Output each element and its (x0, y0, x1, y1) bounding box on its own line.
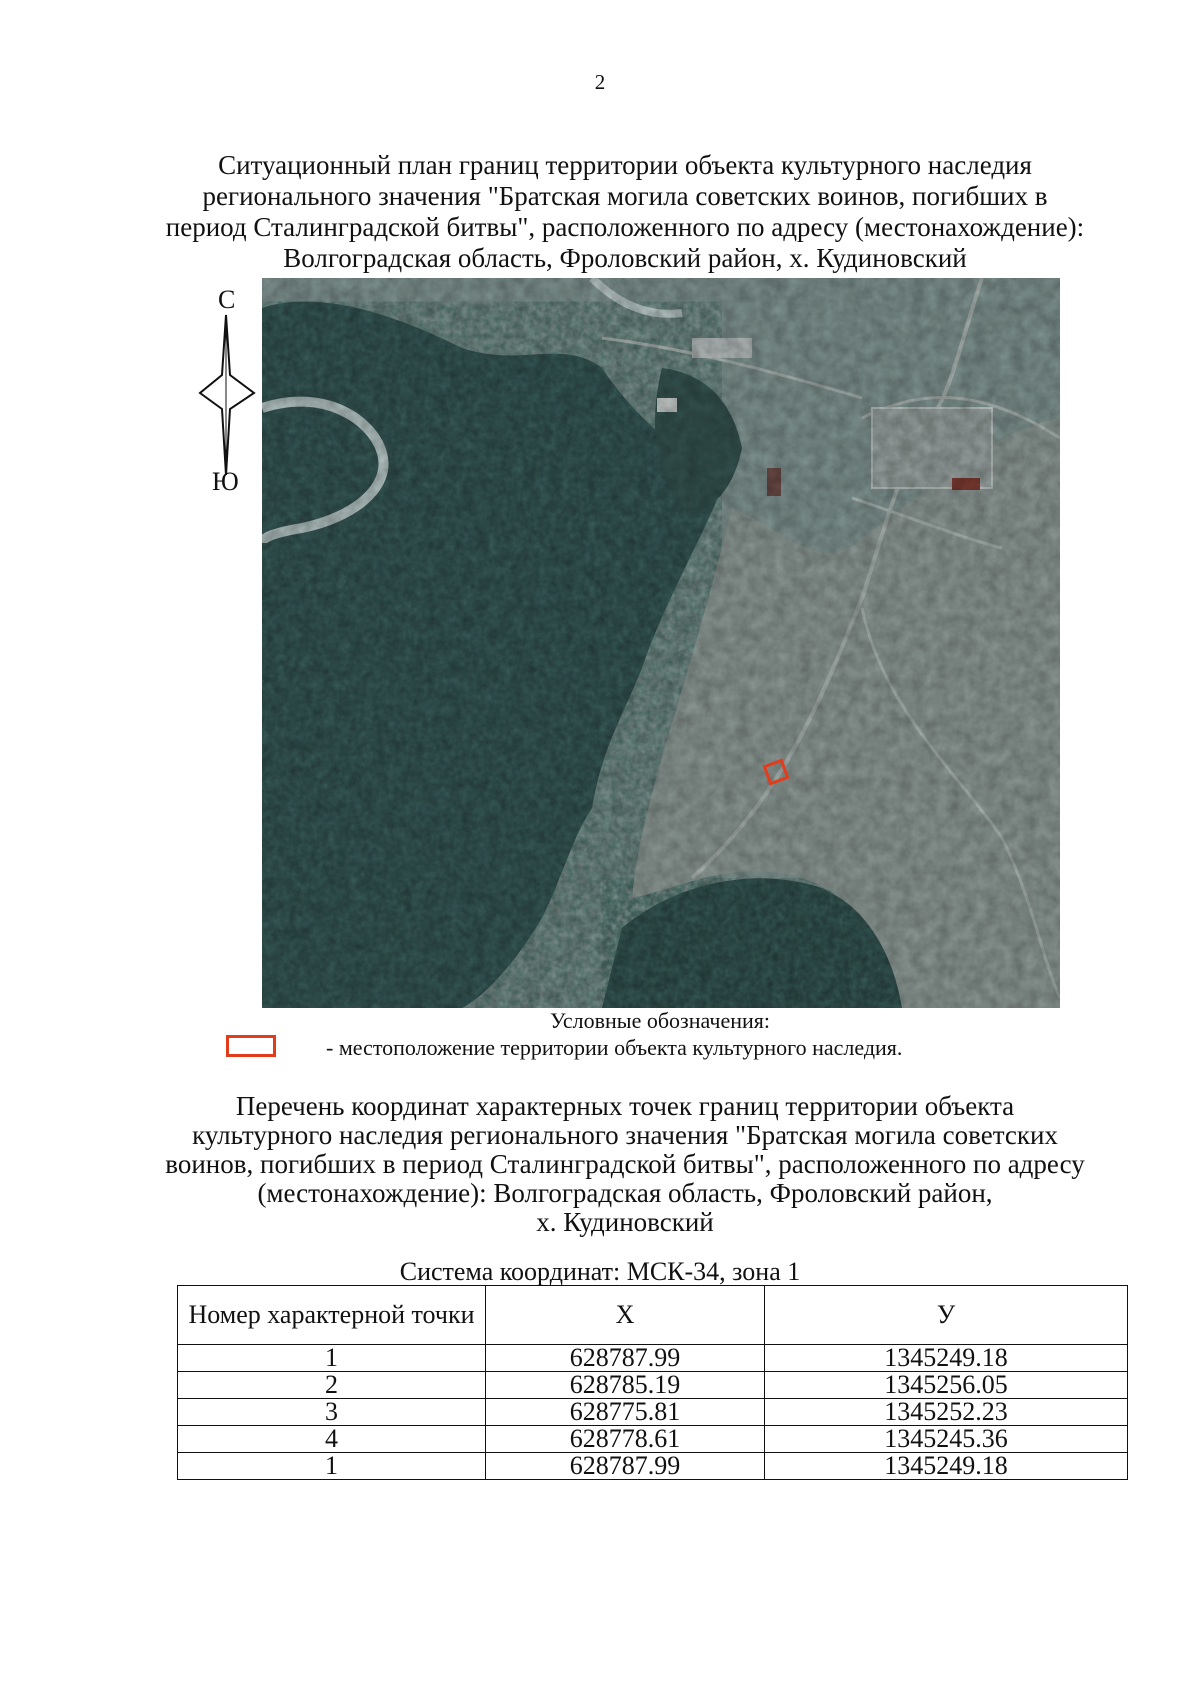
list-title-line: Перечень координат характерных точек границ территории объекта (235, 1091, 1015, 1121)
table-row (178, 1399, 1128, 1426)
legend-swatch (226, 1035, 276, 1057)
compass-icon (196, 285, 256, 495)
point-number-cell: 4 (178, 1426, 486, 1453)
point-number-cell: 1 (178, 1345, 486, 1372)
table-row (178, 1453, 1128, 1480)
plan-title-line: период Сталинградской битвы", расположенного по адресу (местонахождение): (165, 212, 1085, 242)
y-cell: 1345252.23 (765, 1399, 1128, 1426)
header-y: У (765, 1286, 1128, 1345)
list-title-line: (местонахождение): Волгоградская область, Фроловский район, (257, 1178, 993, 1208)
header-point-number: Номер характерной точки (178, 1286, 486, 1345)
point-number-cell: 2 (178, 1372, 486, 1399)
x-cell: 628787.99 (486, 1453, 765, 1480)
coordinate-system-caption: Система координат: МСК-34, зона 1 (399, 1257, 801, 1286)
plan-title-line: регионального значения "Братская могила советских воинов, погибших в (202, 181, 1048, 211)
y-cell: 1345256.05 (765, 1372, 1128, 1399)
header-x: X (486, 1286, 765, 1345)
table-row (178, 1345, 1128, 1372)
compass-north-label: С (218, 285, 236, 314)
satellite-map (262, 278, 1060, 1008)
legend-item-text: - местоположение территории объекта культурного наследия. (326, 1035, 903, 1060)
compass-south-label: Ю (212, 467, 239, 496)
page-number: 2 (594, 70, 606, 94)
table-header-row (178, 1286, 1128, 1345)
plan-title-line: Ситуационный план границ территории объекта культурного наследия (218, 150, 1032, 180)
y-cell: 1345249.18 (765, 1453, 1128, 1480)
legend-title: Условные обозначения: (549, 1008, 771, 1033)
y-cell: 1345249.18 (765, 1345, 1128, 1372)
y-cell: 1345245.36 (765, 1426, 1128, 1453)
list-title-line: воинов, погибших в период Сталинградской битвы", расположенного по адресу (165, 1149, 1085, 1179)
plan-title (150, 150, 1100, 274)
x-cell: 628785.19 (486, 1372, 765, 1399)
plan-title-line: Волгоградская область, Фроловский район, х. Кудиновский (283, 243, 967, 273)
point-number-cell: 1 (178, 1453, 486, 1480)
point-number-cell: 3 (178, 1399, 486, 1426)
coordinates-table (177, 1285, 1128, 1480)
table-row (178, 1372, 1128, 1399)
table-row (178, 1426, 1128, 1453)
list-title-line: х. Кудиновский (536, 1207, 714, 1237)
coordinate-list-title (150, 1092, 1100, 1237)
x-cell: 628775.81 (486, 1399, 765, 1426)
x-cell: 628778.61 (486, 1426, 765, 1453)
list-title-line: культурного наследия регионального значения "Братская могила советских (192, 1120, 1058, 1150)
x-cell: 628787.99 (486, 1345, 765, 1372)
